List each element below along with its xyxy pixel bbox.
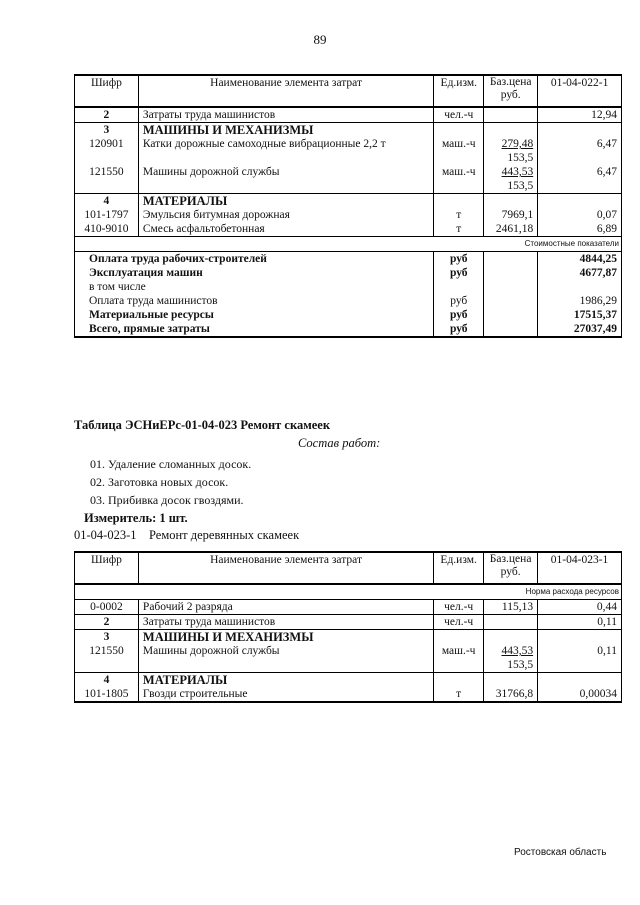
table-row: 121550 Машины дорожной службы маш.-ч 443,53 153,5 6,47 xyxy=(75,165,622,194)
table-row: 0-0002 Рабочий 2 разряда чел.-ч 115,13 0,44 xyxy=(75,600,622,615)
resource-table-1 xyxy=(74,74,622,338)
cost-row-materials: Материальные ресурсы руб 17515,37 xyxy=(75,308,622,322)
cost-row-total: Всего, прямые затраты руб 27037,49 xyxy=(75,322,622,337)
table-row: 2 Затраты труда машинистов чел.-ч 0,11 xyxy=(75,615,622,630)
col-norm-header: 01-04-022-1 xyxy=(538,75,622,107)
cost-row-machines: Эксплуатация машин руб 4677,87 xyxy=(75,266,622,280)
meter: Измеритель: 1 шт. xyxy=(84,511,188,525)
col-name-header: Наименование элемента затрат xyxy=(138,552,433,584)
col-price-header: Баз.цена руб. xyxy=(484,75,538,107)
col-price-header: Баз.цена руб. xyxy=(484,552,538,584)
norm-label-row xyxy=(75,584,622,600)
col-unit-header: Ед.изм. xyxy=(434,552,484,584)
cost-indicators-label: Стоимостные показатели xyxy=(538,237,622,252)
table-row: 2 Затраты труда машинистов чел.-ч 12,94 xyxy=(75,107,622,123)
section-row-materials: 4 МАТЕРИАЛЫ xyxy=(75,194,622,209)
section-row-machines: 3 МАШИНЫ И МЕХАНИЗМЫ xyxy=(75,630,622,645)
col-name-header: Наименование элемента затрат xyxy=(138,75,433,107)
col-code-header: Шифр xyxy=(75,75,139,107)
table-row: 121550 Машины дорожной службы маш.-ч 443,53 153,5 0,11 xyxy=(75,644,622,673)
cost-row-operators: Оплата труда машинистов руб 1986,29 xyxy=(75,294,622,308)
col-norm-header: 01-04-023-1 xyxy=(538,552,622,584)
works-list xyxy=(90,455,251,509)
section-row-machines: 3 МАШИНЫ И МЕХАНИЗМЫ xyxy=(75,123,622,138)
table-header xyxy=(75,552,622,584)
table-row: 120901 Катки дорожные самоходные вибрационные 2,2 т маш.-ч 279,48 153,5 6,47 xyxy=(75,137,622,165)
works-heading: Состав работ: xyxy=(298,436,381,450)
footer-region: Ростовская область xyxy=(514,847,607,858)
table-header xyxy=(75,75,622,107)
resource-table-2 xyxy=(74,551,622,703)
table-title: Таблица ЭСНиЕРс-01-04-023 Ремонт скамеек xyxy=(74,418,331,432)
section-row-materials: 4 МАТЕРИАЛЫ xyxy=(75,673,622,688)
col-unit-header: Ед.изм. xyxy=(434,75,484,107)
table-row: 410-9010 Смесь асфальтобетонная т 2461,18 6,89 xyxy=(75,222,622,237)
table-row: 101-1805 Гвозди строительные т 31766,8 0,00034 xyxy=(75,687,622,702)
norm-line: 01-04-023-1 Ремонт деревянных скамеек xyxy=(74,528,300,542)
col-code-header: Шифр xyxy=(75,552,139,584)
list-item: 03. Прибивка досок гвоздями. xyxy=(90,493,244,507)
cost-indicators-row xyxy=(75,237,622,252)
page-number: 89 xyxy=(313,32,327,47)
cost-row-workers: Оплата труда рабочих-строителей руб 4844,25 xyxy=(75,252,622,267)
list-item: 02. Заготовка новых досок. xyxy=(90,475,229,489)
norm-label: Норма расхода ресурсов xyxy=(538,584,622,600)
cost-row-incl: в том числе xyxy=(75,280,622,294)
list-item: 01. Удаление сломанных досок. xyxy=(90,457,252,471)
table-row: 101-1797 Эмульсия битумная дорожная т 7969,1 0,07 xyxy=(75,208,622,222)
